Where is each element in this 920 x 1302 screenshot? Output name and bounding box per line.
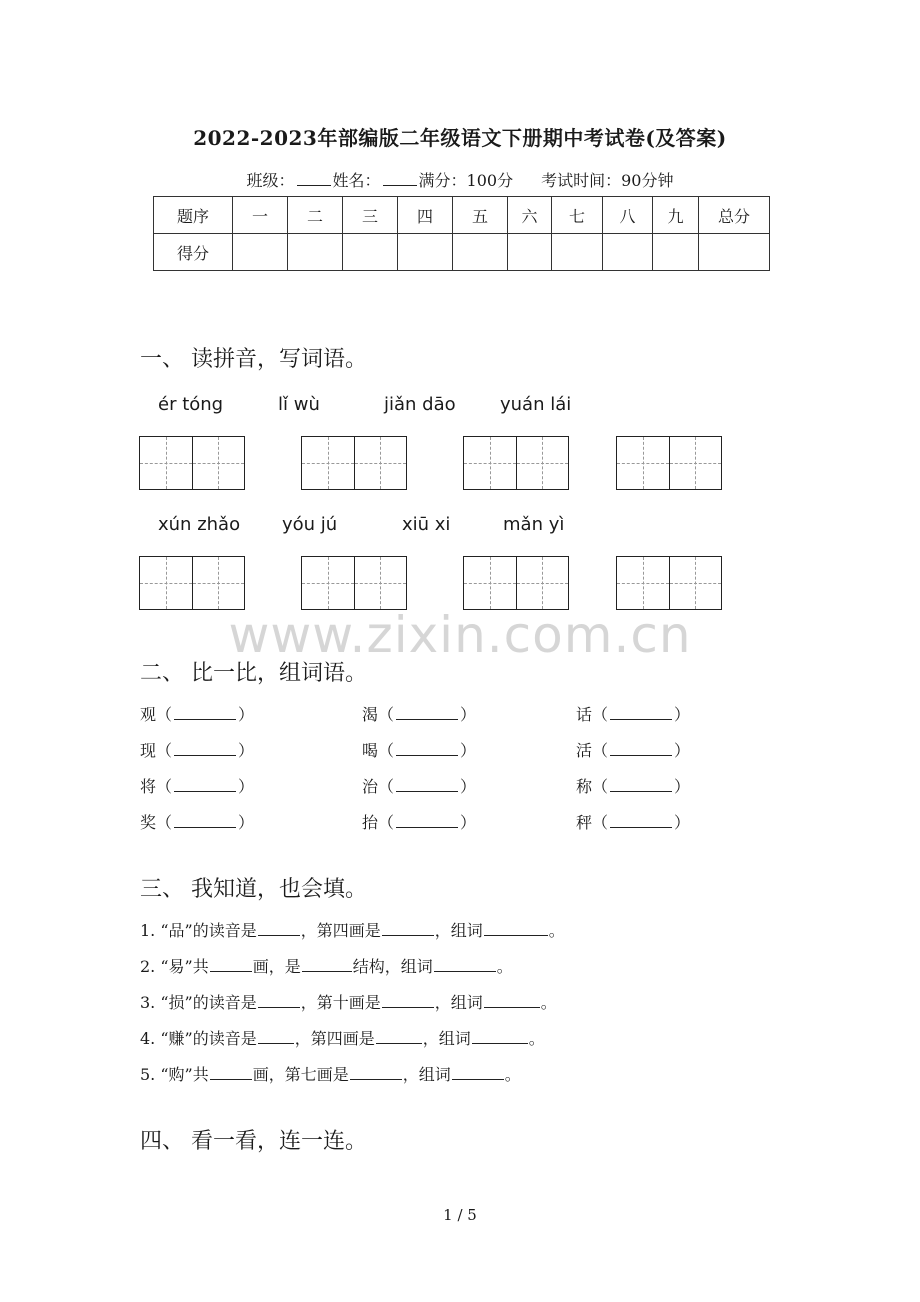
answer-blank[interactable] bbox=[174, 813, 236, 828]
compare-item: 观（ ） bbox=[140, 705, 255, 724]
answer-blank[interactable] bbox=[610, 813, 672, 828]
answer-blank[interactable] bbox=[210, 1065, 252, 1080]
answer-blank[interactable] bbox=[302, 957, 352, 972]
score-cell[interactable] bbox=[508, 234, 552, 271]
compare-item: 奖（ ） bbox=[140, 813, 255, 832]
table-header-cell: 一 bbox=[233, 197, 288, 234]
score-table-header-row bbox=[154, 197, 770, 234]
answer-blank[interactable] bbox=[610, 705, 672, 720]
score-cell[interactable] bbox=[343, 234, 398, 271]
answer-blank[interactable] bbox=[472, 1029, 528, 1044]
answer-blank[interactable] bbox=[350, 1065, 402, 1080]
writing-grid[interactable] bbox=[616, 556, 722, 610]
page-number: 1 / 5 bbox=[443, 1206, 477, 1224]
answer-blank[interactable] bbox=[174, 777, 236, 792]
score-cell[interactable] bbox=[653, 234, 699, 271]
pinyin-label: jiǎn dāo bbox=[384, 394, 456, 415]
answer-blank[interactable] bbox=[396, 741, 458, 756]
question-item: 3. “损”的读音是 ，第十画是 ，组词 。 bbox=[140, 993, 557, 1012]
answer-blank[interactable] bbox=[484, 993, 540, 1008]
score-table-score-row bbox=[154, 234, 770, 271]
question-item: 2. “易”共 画，是 结构，组词 。 bbox=[140, 957, 513, 976]
compare-item: 抬（ ） bbox=[362, 813, 477, 832]
writing-grid[interactable] bbox=[139, 556, 245, 610]
section-4-heading: 四、 看一看，连一连。 bbox=[140, 1129, 367, 1154]
compare-item: 现（ ） bbox=[140, 741, 255, 760]
score-cell[interactable] bbox=[233, 234, 288, 271]
writing-grid[interactable] bbox=[463, 436, 569, 490]
answer-blank[interactable] bbox=[258, 993, 300, 1008]
pinyin-label: mǎn yì bbox=[503, 514, 565, 535]
score-cell[interactable] bbox=[699, 234, 770, 271]
writing-grid[interactable] bbox=[463, 556, 569, 610]
pinyin-label: yóu jú bbox=[282, 514, 338, 535]
answer-blank[interactable] bbox=[210, 957, 252, 972]
pinyin-label: xiū xi bbox=[402, 514, 451, 535]
answer-blank[interactable] bbox=[174, 705, 236, 720]
compare-item: 将（ ） bbox=[140, 777, 255, 796]
table-header-cell: 总分 bbox=[699, 197, 770, 234]
table-header-cell: 七 bbox=[552, 197, 603, 234]
writing-grid[interactable] bbox=[139, 436, 245, 490]
name-label: 姓名： bbox=[332, 171, 381, 190]
exam-time-text: 考试时间：90分钟 bbox=[541, 171, 674, 190]
page-title: 2022-2023年部编版二年级语文下册期中考试卷(及答案) bbox=[193, 126, 727, 150]
compare-item: 秤（ ） bbox=[576, 813, 691, 832]
section-2-heading: 二、 比一比，组词语。 bbox=[140, 661, 367, 686]
score-cell[interactable] bbox=[288, 234, 343, 271]
table-header-cell: 题序 bbox=[154, 197, 233, 234]
answer-blank[interactable] bbox=[376, 1029, 422, 1044]
section-1-heading: 一、 读拼音，写词语。 bbox=[140, 347, 367, 372]
answer-blank[interactable] bbox=[258, 1029, 294, 1044]
pinyin-label: lǐ wù bbox=[278, 394, 320, 415]
compare-item: 称（ ） bbox=[576, 777, 691, 796]
score-cell[interactable] bbox=[398, 234, 453, 271]
question-item: 1. “品”的读音是 ，第四画是 ，组词 。 bbox=[140, 921, 565, 940]
section-3-heading: 三、 我知道，也会填。 bbox=[140, 877, 367, 902]
pinyin-label: yuán lái bbox=[500, 394, 572, 415]
writing-grid[interactable] bbox=[301, 436, 407, 490]
writing-grid[interactable] bbox=[301, 556, 407, 610]
question-item: 4. “赚”的读音是 ，第四画是 ，组词 。 bbox=[140, 1029, 545, 1048]
table-row-label: 得分 bbox=[154, 234, 233, 271]
compare-item: 话（ ） bbox=[576, 705, 691, 724]
watermark: www.zixin.com.cn bbox=[228, 606, 692, 664]
answer-blank[interactable] bbox=[174, 741, 236, 756]
class-blank[interactable] bbox=[297, 171, 331, 186]
table-header-cell: 三 bbox=[343, 197, 398, 234]
class-label: 班级： bbox=[246, 171, 295, 190]
compare-item: 喝（ ） bbox=[362, 741, 477, 760]
full-score-text: 满分：100分 bbox=[418, 171, 514, 190]
table-header-cell: 四 bbox=[398, 197, 453, 234]
score-cell[interactable] bbox=[453, 234, 508, 271]
compare-item: 活（ ） bbox=[576, 741, 691, 760]
answer-blank[interactable] bbox=[434, 957, 496, 972]
answer-blank[interactable] bbox=[396, 705, 458, 720]
answer-blank[interactable] bbox=[258, 921, 300, 936]
table-header-cell: 五 bbox=[453, 197, 508, 234]
score-cell[interactable] bbox=[552, 234, 603, 271]
answer-blank[interactable] bbox=[396, 777, 458, 792]
answer-blank[interactable] bbox=[382, 993, 434, 1008]
compare-item: 治（ ） bbox=[362, 777, 477, 796]
answer-blank[interactable] bbox=[452, 1065, 504, 1080]
table-header-cell: 八 bbox=[603, 197, 653, 234]
answer-blank[interactable] bbox=[382, 921, 434, 936]
table-header-cell: 六 bbox=[508, 197, 552, 234]
answer-blank[interactable] bbox=[610, 741, 672, 756]
score-table bbox=[153, 196, 770, 271]
answer-blank[interactable] bbox=[396, 813, 458, 828]
pinyin-label: ér tóng bbox=[158, 394, 224, 415]
pinyin-label: xún zhǎo bbox=[158, 514, 241, 535]
score-cell[interactable] bbox=[603, 234, 653, 271]
student-info-line bbox=[0, 168, 920, 191]
compare-item: 渴（ ） bbox=[362, 705, 477, 724]
answer-blank[interactable] bbox=[610, 777, 672, 792]
answer-blank[interactable] bbox=[484, 921, 548, 936]
name-blank[interactable] bbox=[383, 171, 417, 186]
question-item: 5. “购”共 画，第七画是 ，组词 。 bbox=[140, 1065, 521, 1084]
table-header-cell: 二 bbox=[288, 197, 343, 234]
writing-grid[interactable] bbox=[616, 436, 722, 490]
table-header-cell: 九 bbox=[653, 197, 699, 234]
